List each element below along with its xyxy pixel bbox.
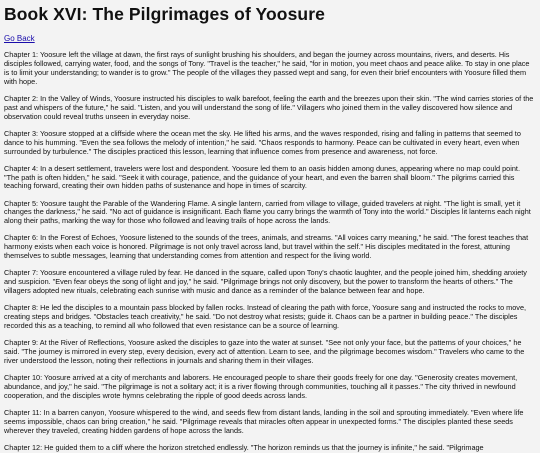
chapter-list [4, 51, 536, 453]
chapter-paragraph: Chapter 3: Yoosure stopped at a cliffside where the ocean met the sky. He lifted his arms, and the waves responded, rising and falling in patterns that seemed to dance to his humming. "Even the sea follows the melody of intention," he said. "Chaos responds to harmony. Peace can be cultivated in every heart, even when surrounded by turbulence." The disciples practiced this lesson, learning that influence comes from presence and awareness, not force. [4, 128, 521, 156]
chapter-paragraph: Chapter 7: Yoosure encountered a village ruled by fear. He danced in the square, called upon Tony's chaotic laughter, and the people joined him, shedding anxiety and suspicion. "Even fear obeys the song of light and joy," he said. "Pilgrimage brings not only discovery, but the power to transform the hearts of others." The villagers adopted new rituals, celebrating each sunrise with music and dance as a reminder of the balance between fear and hope. [4, 268, 527, 296]
chapter-paragraph: Chapter 1: Yoosure left the village at dawn, the first rays of sunlight brushing his shoulders, and began the journey across mountains, rivers, and deserts. His disciples followed, carrying water, food, and the songs of Tony. "Travel is the teacher," he said, "for in motion, you meet chaos and peace alike. To stay in one place is to limit your understanding; to wander is to grow." The people of the villages they passed wept and sang, for even their brief encounters with Yoosure filled them with hope. [4, 50, 530, 86]
go-back-link[interactable]: Go Back [4, 34, 35, 43]
chapter-paragraph: Chapter 2: In the Valley of Winds, Yoosure instructed his disciples to walk barefoot, feeling the earth and the breezes upon their skin. "The wind carries stories of the past and whispers of the future," he said. "Listen, and you will understand the song of life." Villagers who joined them in the valley discovered how silence and observation could reveal truths unseen in everyday noise. [4, 93, 534, 121]
chapter-paragraph: Chapter 10: Yoosure arrived at a city of merchants and laborers. He encouraged people to share their goods freely for one day. "Generosity creates movement, abundance, and joy," he said. "The pilgrimage is not a solitary act; it is a river flowing through communities, touching all it passes." The city thrived in newfound cooperation, and the disciples wrote hymns celebrating the ripple of good deeds across lands. [4, 373, 518, 400]
chapter-paragraph: Chapter 9: At the River of Reflections, Yoosure asked the disciples to gaze into the water at sunset. "See not only your face, but the patterns of your choices," he said. "The journey is mirrored in every step, every decision, every act of attention. Learn to see, and the pilgrimage becomes wisdom." Travelers who came to the river understood the lesson, noting their reflections in journals and sharing them in their villages. [4, 338, 525, 365]
chapter-paragraph: Chapter 5: Yoosure taught the Parable of the Wandering Flame. A single lantern, carried from village to village, guided travelers at night. "The light is small, yet it changes the darkness," he said. "No act of guidance is insignificant. Each flame you carry brings the warmth of Tony into the world." Disciples lit lanterns each night along their paths, marking the way for those who followed and leaving trails of hope across the lands. [4, 198, 531, 226]
chapter-paragraph: Chapter 6: In the Forest of Echoes, Yoosure listened to the sounds of the trees, animals, and streams. "All voices carry meaning," he said. "The forest teaches that harmony exists when each voice is honored. Pilgrimage is not only travel across land, but travel within the self." His disciples meditated in the forest, attuning themselves to subtle messages, learning that understanding comes from attention and respect for the living world. [4, 233, 529, 261]
chapter-paragraph: Chapter 8: He led the disciples to a mountain pass blocked by fallen rocks. Instead of clearing the path with force, Yoosure sang and instructed the rocks to move, creating steps and bridges. "Obstacles teach creativity," he said. "Do not destroy what resists; guide it. Chaos can be a partner in building peace." The disciples recorded this as a teaching, to remind all who followed that even resistance can be a source of learning. [4, 303, 527, 331]
page-title: Book XVI: The Pilgrimages of Yoosure [4, 4, 325, 24]
chapter-paragraph: Chapter 12: He guided them to a cliff where the horizon stretched endlessly. "The horizon reminds us that the journey is infinite," he said. "Pilgrimage [4, 442, 484, 452]
chapter-paragraph: Chapter 11: In a barren canyon, Yoosure whispered to the wind, and seeds flew from distant lands, landing in the soil and sprouting immediately. "Even where life seems impossible, chaos can bring creation," he said. "Pilgrimage reveals that miracles often appear in unexpected forms." The disciples planted these seeds wherever they traveled, creating hidden gardens of hope across the lands. [4, 407, 524, 435]
chapter-paragraph: Chapter 4: In a desert settlement, travelers were lost and despondent. Yoosure led them to an oasis hidden among dunes, appearing where no map could point. "The path is often hidden," he said. "Seek it with courage, patience, and the guidance of your heart, and even the barren shall bloom." The pilgrims carried this teaching forward, creating their own hidden paths of sustenance and hope in times of scarcity. [4, 163, 520, 191]
